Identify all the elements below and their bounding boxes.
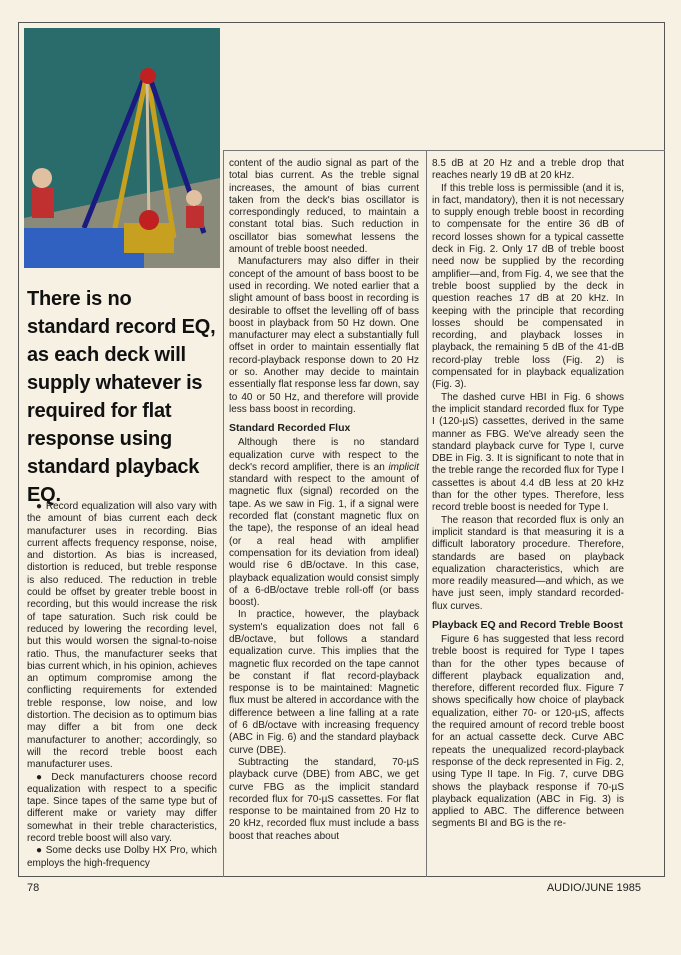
paragraph: Although there is no standard equalization curve with respect to the deck's record amplifier, there is an implicit standard with respect to the amount of magnetic flux (signal) recorded on the tape. As we saw in Fig. 1, if a signal were recorded flat (constant magnetic flux on the tape), the response of an ideal head (or a real head with amplifier compensation for its deviation from ideal) would rise 6 dB/octave. In this case, playback equalization would consist simply of a 6-dB/octave treble roll-off (or bass boost). bbox=[229, 437, 419, 609]
paragraph: If this treble loss is permissible (and it is, in fact, mandatory), then it is not necessary to supply enough treble boost in recording to compensate for the entire 36 dB of record losses shown for a typical cassette deck in Fig. 2. Only 17 dB of treble boost need now be supplied by the recording amplifier—and, from Fig. 4, we see that the treble boost supplied by the deck in question reaches 17 dB at 20 kHz. In keeping with the principle that recording losses should be compensated in recording, and playback losses in playback, the remaining 5 dB of the 41-dB record-play treble loss (Fig. 2) is compensated for in playback equalization (Fig. 3). bbox=[432, 182, 624, 391]
column-rule bbox=[223, 150, 224, 877]
magazine-issue: AUDIO/JUNE 1985 bbox=[546, 882, 641, 894]
paragraph: Figure 6 has suggested that less record treble boost is required for Type I tapes than for the other types because of different playback equalization and, therefore, different recorded flux. Figure 7 shows specifically how choice of playback equalization, either 70- or 120-µS, affects the required amount of record treble boost for an actual cassette deck. Curve ABC repeats the unequalized record-playback response of the deck represented in Fig. 2, using Type II tape. In Fig. 7, curve DBG shows the playback response if 70-µS playback equalization (ABC in Fig. 3) is applied to ABC. The difference between segments BI and BG is the re- bbox=[432, 633, 624, 830]
paragraph: ● Record equalization will also vary with the amount of bias current each deck manufacturer uses in recording. Bias current affects frequency response, noise, and distortion. As bias is increased, distortion is reduced, but treble response is also reduced. The reduction in treble could be offset by greater treble boost in recording, but this would increase the risk of tape saturation. Such risk could be reduced by lowering the recording level, but this would worsen the signal-to-noise ratio. Thus, the manufacturer seeks that bias current which, in his opinion, achieves an optimum compromise among the conflicting requirements for extended treble response, low noise, and low distortion. The decision as to optimum bias may differ a bit from one deck manufacturer to another; accordingly, so will the record treble boost each manufacturer uses. bbox=[27, 501, 217, 771]
paragraph: ● Some decks use Dolby HX Pro, which employs the high-frequency bbox=[27, 845, 217, 869]
pull-quote: There is no standard record EQ, as each deck will supply whatever is required for flat response using standard playback EQ. bbox=[27, 288, 216, 506]
paragraph: The reason that recorded flux is only an implicit standard is that measuring it is a difficult laboratory procedure. Therefore, standards are based on playback equalization characteristics, which are more readily measured—and which, as we have just seen, imply standard recorded-flux curves. bbox=[432, 514, 624, 612]
paragraph: 8.5 dB at 20 Hz and a treble drop that reaches nearly 19 dB at 20 kHz. bbox=[432, 158, 624, 182]
paragraph: content of the audio signal as part of the total bias current. As the treble signal increases, the amount of bias current taken from the deck's bias oscillator is correspondingly reduced, to maintain a constant total bias. Such reduction in oscillator bias somewhat lessens the amount of treble boost needed. bbox=[229, 158, 419, 256]
paragraph: ● Deck manufacturers choose record equalization with respect to a specific tape. Since tapes of the same type but of different make or variety may differ somewhat in their treble characteristics, record treble boost will also vary. bbox=[27, 771, 217, 845]
illustration bbox=[24, 28, 220, 268]
top-rule bbox=[224, 150, 665, 151]
column-2 bbox=[229, 158, 419, 843]
page-number: 78 bbox=[27, 882, 40, 894]
paragraph: Subtracting the standard, 70-µS playback curve (DBE) from ABC, we get curve FBG as the implicit standard recorded flux for 70-µS cassettes. For flat response to be maintained from 20 Hz to 20 kHz, recorded flux must include a bass boost that reaches about bbox=[229, 756, 419, 842]
column-rule bbox=[426, 150, 427, 877]
paragraph: The dashed curve HBI in Fig. 6 shows the implicit standard recorded flux for Type I (120-µS) cassettes, derived in the same manner as FBG. We've already seen the standard playback curve for Type I, curve DBE in Fig. 3. It is significant to note that in the treble range the recorded flux for Type I cassettes is about 4.4 dB less at 20 kHz than for the other types. Therefore, less record treble boost is needed for Type I. bbox=[432, 391, 624, 514]
section-heading: Playback EQ and Record Treble Boost bbox=[432, 618, 623, 631]
playground-illustration bbox=[24, 28, 220, 268]
section-heading: Standard Recorded Flux bbox=[229, 422, 351, 435]
column-1 bbox=[27, 501, 217, 870]
paragraph: In practice, however, the playback system's equalization does not fall 6 dB/octave, but follows a standard equalization curve. This implies that the magnetic flux recorded on the tape cannot be constant if flat record-playback response is to be maintained: Magnetic flux must be altered in accordance with the difference between a line falling at a rate of 6 dB/octave with increasing frequency (ABC in Fig. 6) and the standard playback curve (DBE). bbox=[229, 609, 419, 756]
column-3 bbox=[432, 158, 624, 831]
paragraph: Manufacturers may also differ in their concept of the amount of bass boost to be used in recording. We noted earlier that a slight amount of bass boost in recording is desirable to offset the levelling off of bass boost in playback from 50 Hz down. One manufacturer may elect a substantially full offset in order to maintain essentially flat record-playback response down to 20 Hz or so. Another may decide to maintain essentially flat response less far down, say to 40 or 50 Hz, and therefore will provide less bass boost in recording. bbox=[229, 256, 419, 415]
